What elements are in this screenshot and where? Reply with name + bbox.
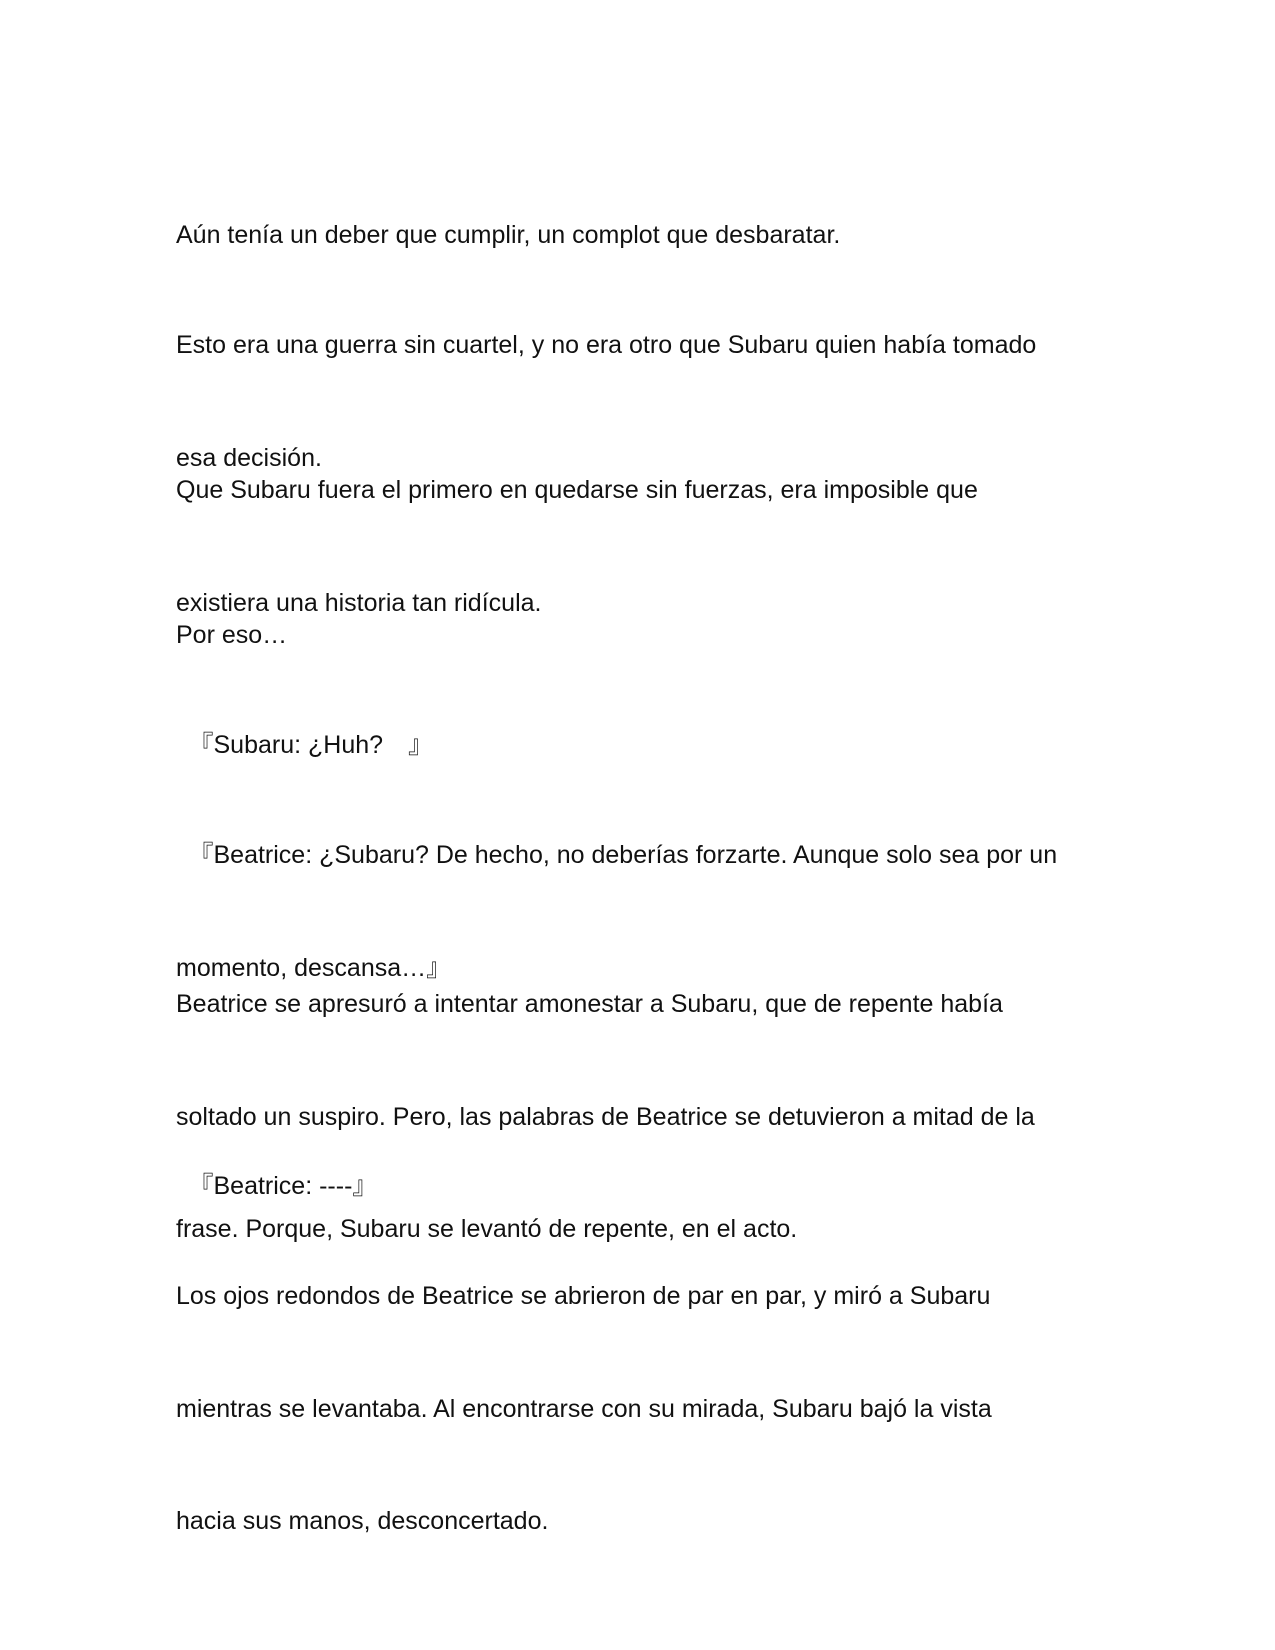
paragraph-line: esa decisión. [176,443,322,472]
paragraph-line: Beatrice se apresuró a intentar amonestar a Subaru, que de repente había [176,990,1003,1018]
paragraph-line: Los ojos redondos de Beatrice se abrieron de par en par, y miró a Subaru [176,1282,991,1310]
paragraph-line: frase. Porque, Subaru se levantó de repente, en el acto. [176,1215,798,1243]
dialogue-line: momento, descansa…』 [176,953,452,982]
paragraph-line: Por eso… [176,621,288,649]
paragraph-line: Aún tenía un deber que cumplir, un complot que desbaratar. [176,221,841,249]
dialogue-line: 『Beatrice: ----』 [176,1172,378,1200]
paragraph-line: hacia sus manos, desconcertado. [176,1507,549,1535]
paragraph-6 [176,1203,1106,1616]
paragraph-line: Que Subaru fuera el primero en quedarse sin fuerzas, era imposible que [176,476,978,504]
dialogue-line: 『Subaru: ¿Huh? 』 [176,731,434,759]
paragraph-line: mientras se levantaba. Al encontrarse con su mirada, Subaru bajó la vista [176,1394,992,1423]
paragraph-line: soltado un suspiro. Pero, las palabras de Beatrice se detuvieron a mitad de la [176,1102,1035,1131]
paragraph-line: Esto era una guerra sin cuartel, y no era otro que Subaru quien había tomado [176,331,1037,359]
dialogue-line: 『Beatrice: ¿Subaru? De hecho, no deberías forzarte. Aunque solo sea por un [176,841,1058,869]
paragraph-line: existiera una historia tan ridícula. [176,588,542,617]
